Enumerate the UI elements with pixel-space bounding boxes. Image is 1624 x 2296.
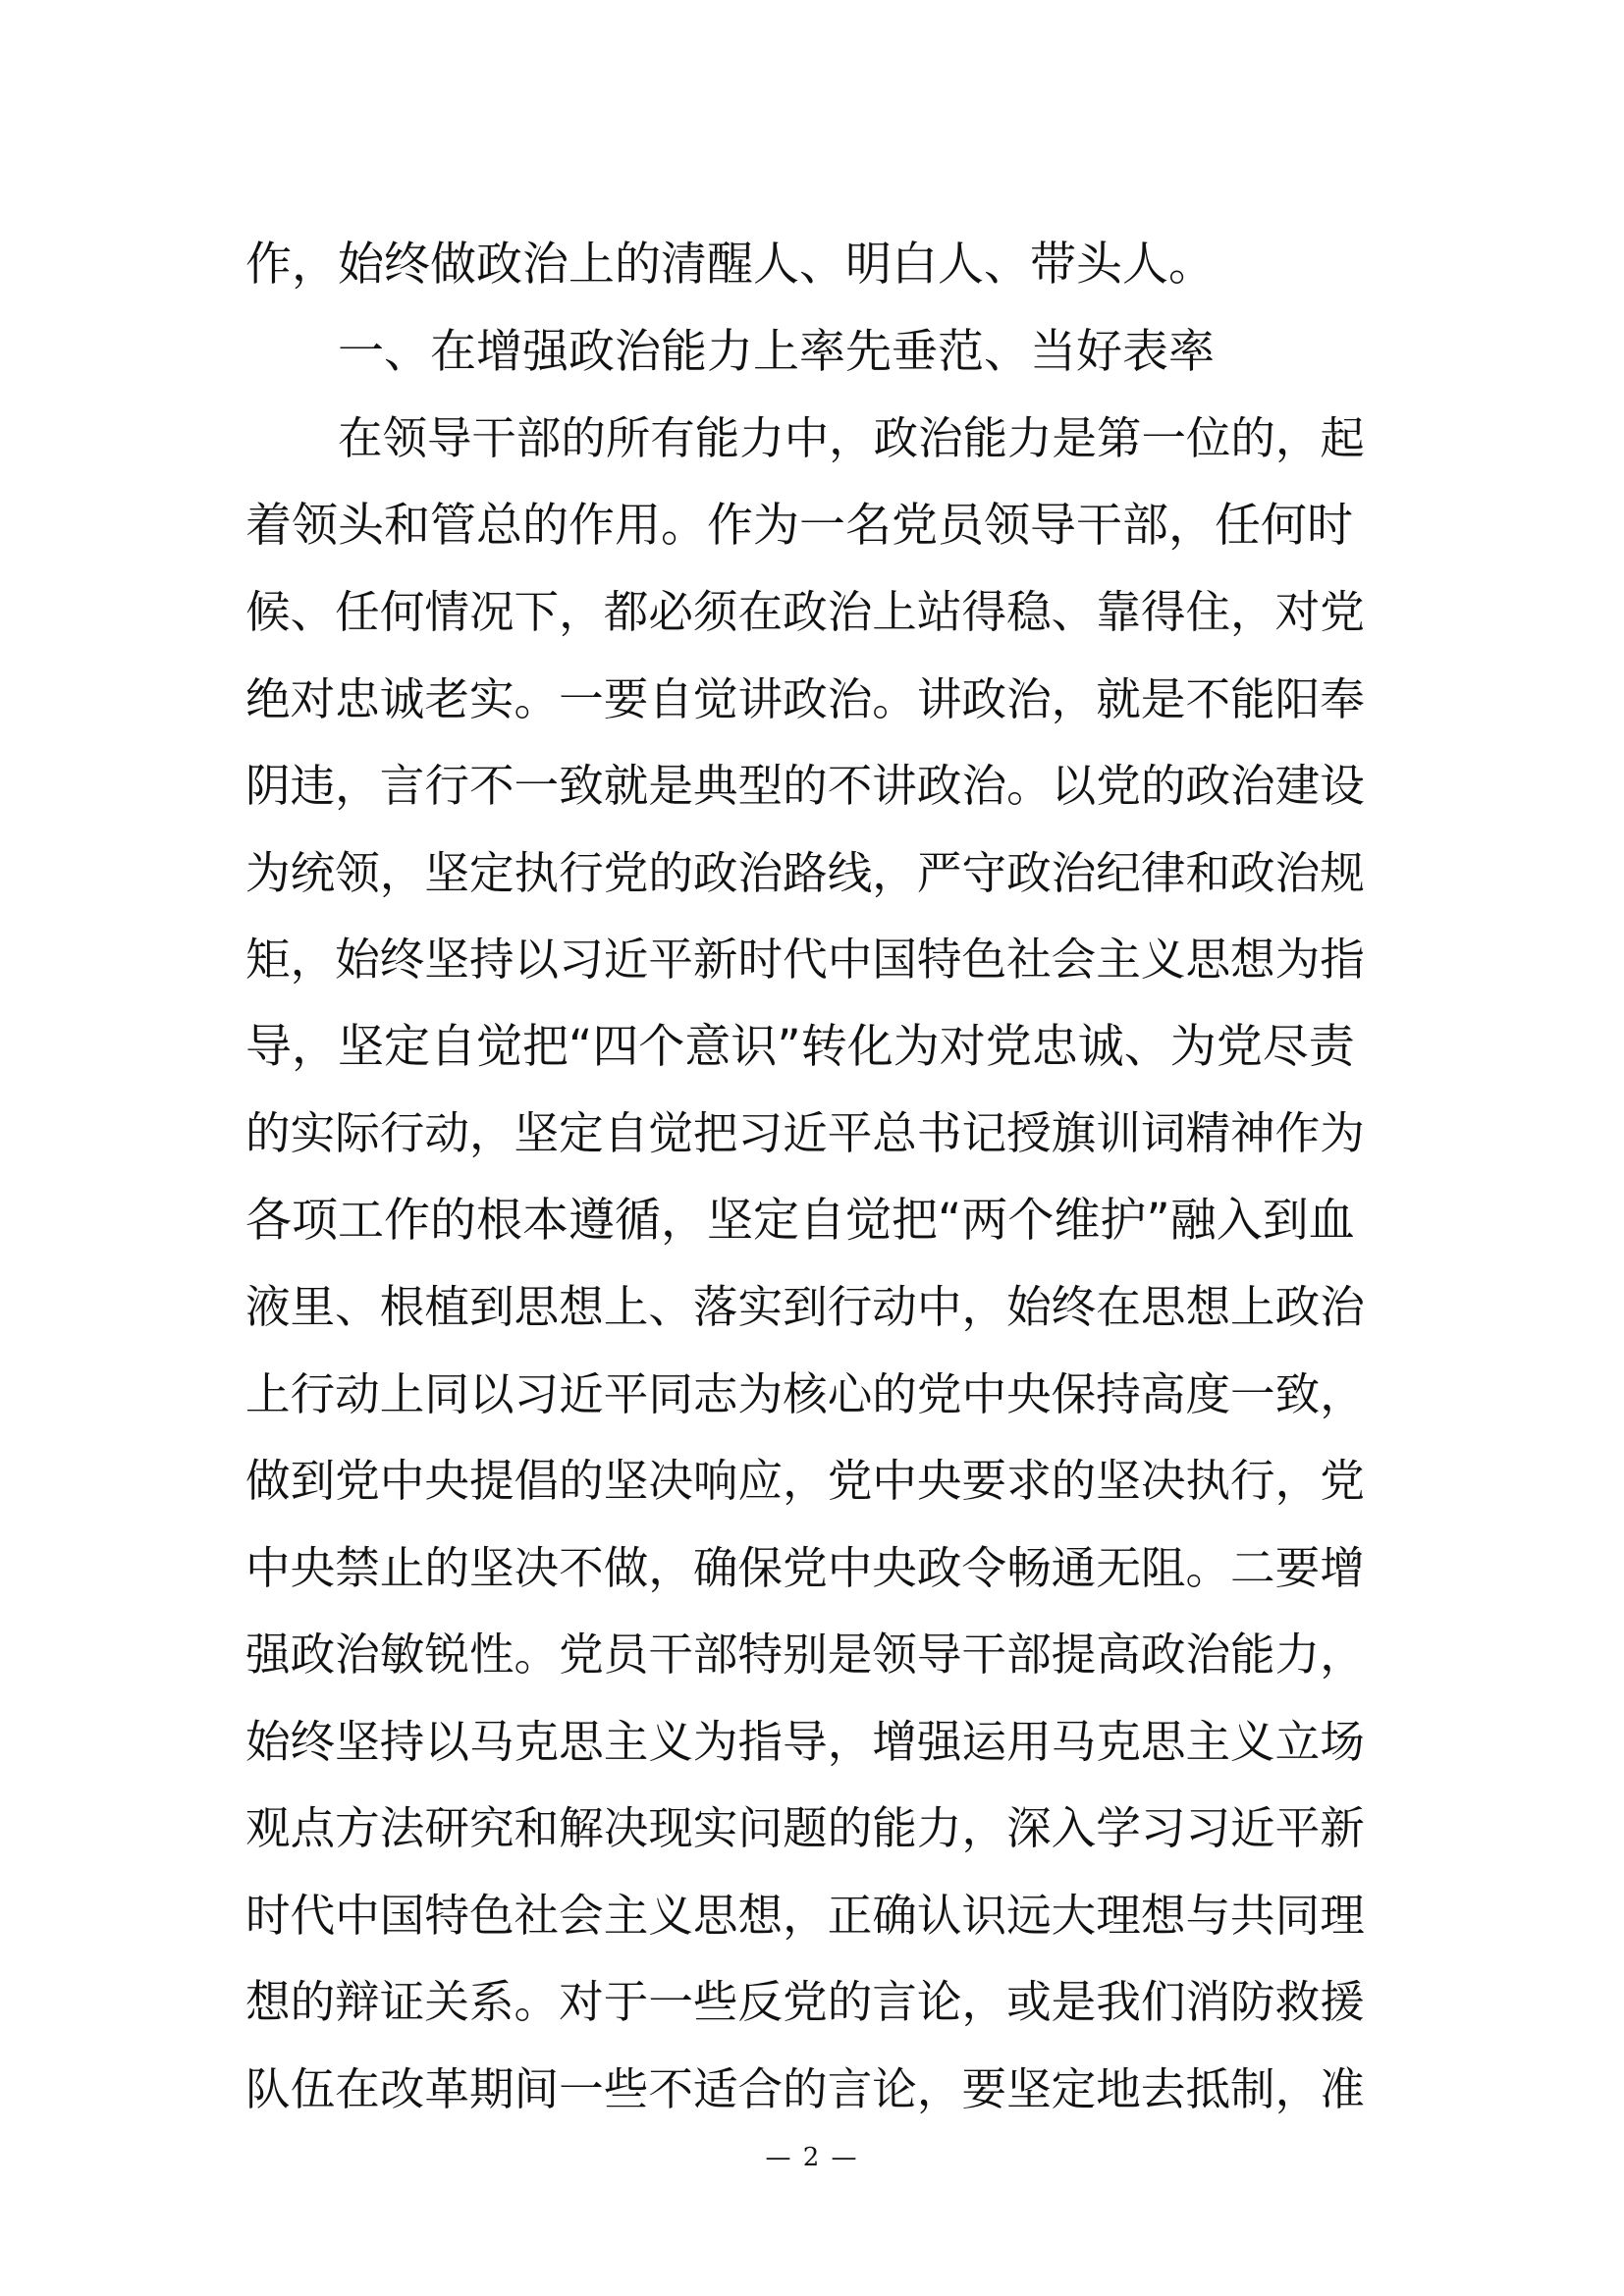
text-line: 绝对忠诚老实。一要自觉讲政治。讲政治，就是不能阳奉 bbox=[245, 672, 1365, 725]
text-line: 导，坚定自觉把“四个意识”转化为对党忠诚、为党尽责 bbox=[245, 1019, 1355, 1074]
text-line: 做到党中央提倡的坚决响应，党中央要求的坚决执行，党 bbox=[245, 1455, 1365, 1507]
text-line: 在领导干部的所有能力中，政治能力是第一位的，起 bbox=[338, 412, 1365, 464]
text-line: 一、在增强政治能力上率先垂范、当好表率 bbox=[338, 324, 1215, 379]
text-line: 各项工作的根本遵循，坚定自觉把“两个维护”融入到血 bbox=[245, 1193, 1355, 1248]
text-line: 液里、根植到思想上、落实到行动中，始终在思想上政治 bbox=[245, 1281, 1365, 1333]
text-line: 候、任何情况下，都必须在政治上站得稳、靠得住，对党 bbox=[245, 586, 1365, 638]
text-line: 强政治敏锐性。党员干部特别是领导干部提高政治能力， bbox=[245, 1629, 1365, 1681]
text-line: 上行动上同以习近平同志为核心的党中央保持高度一致， bbox=[245, 1367, 1365, 1420]
text-line: 作，始终做政治上的清醒人、明白人、带头人。 bbox=[245, 238, 1215, 292]
text-line: 着领头和管总的作用。作为一名党员领导干部，任何时 bbox=[245, 498, 1353, 553]
text-line: 想的辩证关系。对于一些反党的言论，或是我们消防救援 bbox=[245, 1976, 1365, 2028]
text-line: 队伍在改革期间一些不适合的言论，要坚定地去抵制，准 bbox=[245, 2062, 1365, 2115]
text-line: 矩，始终坚持以习近平新时代中国特色社会主义思想为指 bbox=[245, 934, 1365, 986]
text-line: 时代中国特色社会主义思想，正确认识远大理想与共同理 bbox=[245, 1889, 1365, 1942]
text-line: 的实际行动，坚定自觉把习近平总书记授旗训词精神作为 bbox=[245, 1107, 1365, 1159]
text-line: 阴违，言行不一致就是典型的不讲政治。以党的政治建设 bbox=[245, 760, 1365, 812]
text-line: 为统领，坚定执行党的政治路线，严守政治纪律和政治规 bbox=[245, 846, 1365, 899]
text-line: 观点方法研究和解决现实问题的能力，深入学习习近平新 bbox=[245, 1802, 1365, 1854]
text-line: 始终坚持以马克思主义为指导，增强运用马克思主义立场 bbox=[245, 1715, 1365, 1768]
body-text bbox=[245, 222, 1365, 2133]
page-number: — 2 — bbox=[765, 2143, 859, 2172]
text-line: 中央禁止的坚决不做，确保党中央政令畅通无阻。二要增 bbox=[245, 1541, 1365, 1594]
